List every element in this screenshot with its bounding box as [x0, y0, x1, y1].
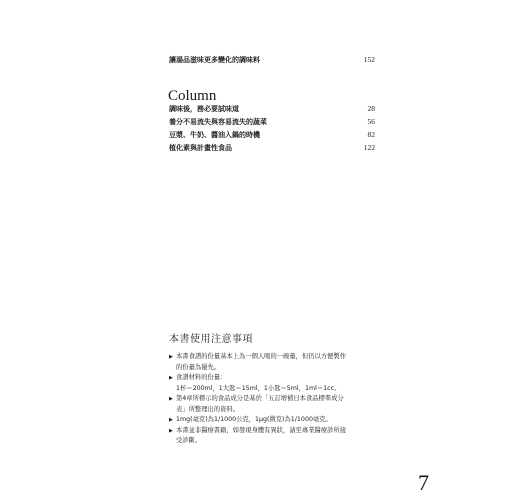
toc-entry-title: 讓湯品滋味更多變化的調味料: [169, 56, 260, 64]
toc-entry-title: 豆漿、牛奶、醬油入鍋的時機: [169, 131, 260, 139]
toc-entry-page: 152: [363, 55, 375, 64]
toc-entry-title: 植化素與計畫性食品: [169, 144, 232, 152]
notes-line: 本書食譜的份量基本上為一個人喝的一碗量，但仍以方便製作: [176, 353, 347, 360]
notes-line: 表」所整理出的資料。: [176, 405, 239, 413]
toc-entry: [169, 104, 375, 114]
notes-line: 受診斷。: [176, 437, 202, 444]
toc-entry: [169, 55, 375, 65]
notes-line: 的份量為優先。: [176, 363, 221, 371]
notes-line: 本書並非醫療書籍，如發現身體有異狀，請至專業醫療診所接: [176, 426, 347, 434]
toc-entry-title: 調味後，務必要試味道: [169, 105, 239, 113]
notes-line: 食譜材料的份量：: [176, 374, 227, 381]
page-number: 7: [418, 470, 429, 495]
notes-item: [169, 352, 379, 373]
toc-entry-title: 養分不易流失與容易流失的蔬菜: [169, 118, 267, 126]
notes-heading: 本書使用注意事項: [169, 334, 253, 345]
notes-item: [169, 415, 379, 426]
notes-list: [169, 352, 379, 447]
toc-entry-page: 28: [367, 104, 375, 113]
bullet-icon: ▶: [169, 396, 173, 402]
notes-item: [169, 394, 379, 415]
bullet-icon: ▶: [169, 417, 173, 423]
notes-item: [169, 373, 379, 394]
notes-line: 1杯＝200ml，1大匙＝15ml，1小匙＝5ml，1ml＝1cc。: [176, 384, 341, 392]
toc-entry-page: 122: [363, 143, 375, 152]
bullet-icon: ▶: [169, 354, 173, 360]
toc-entry-page: 56: [367, 117, 375, 126]
toc-entry: [169, 117, 375, 127]
notes-line: 第4章所標示的食品成分是基於「五訂增補日本食品標準成分: [176, 395, 344, 402]
notes-line: 1mg(毫克)為1/1000公克，1μg(微克)為1/1000毫克。: [176, 416, 332, 423]
toc-entry: [169, 143, 375, 153]
bullet-icon: ▶: [169, 427, 173, 434]
notes-item: [169, 426, 379, 447]
toc-entry: [169, 130, 375, 140]
bullet-icon: ▶: [169, 375, 173, 381]
column-heading: Column: [168, 88, 217, 104]
toc-entry-page: 82: [367, 130, 375, 139]
